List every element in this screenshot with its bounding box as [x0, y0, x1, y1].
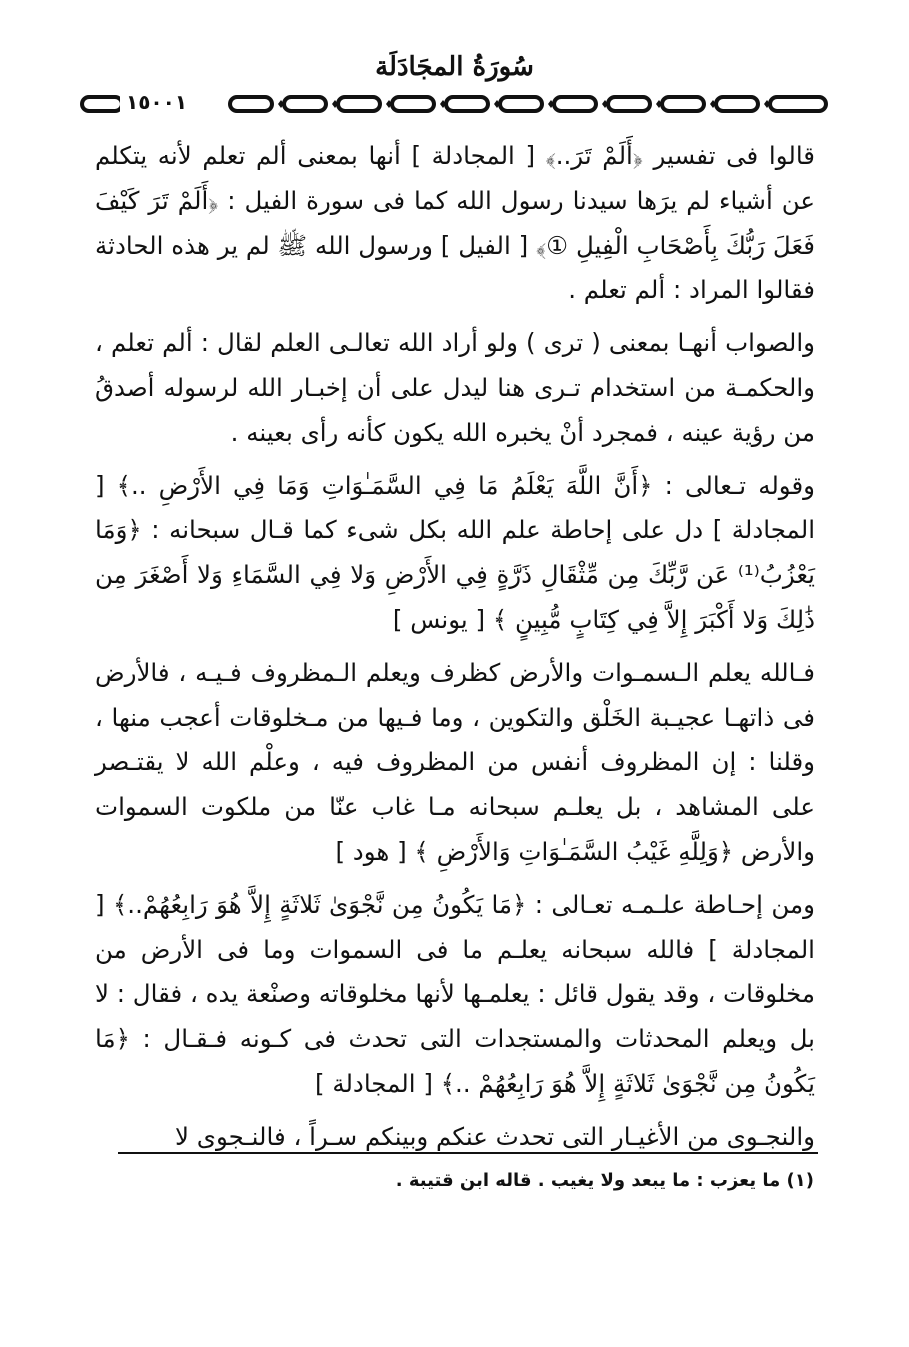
footnote: (١) ما يعزب : ما يبعد ولا يغيب . قاله ابن قتيبة .: [395, 1170, 814, 1191]
paragraph: قالوا فى تفسير ﴿أَلَمْ تَرَ..﴾ [ المجادلة ] أنها بمعنى ألم تعلم لأنه يتكلم عن أشياء لم يرَها سيدنا رسول الله كما فى سورة الفيل : ﴿أَلَمْ تَرَ كَيْفَ فَعَلَ رَبُّكَ بِأَصْحَابِ الْفِيلِ ①﴾ [ الفيل ] ورسول الله ﷺ لم ير هذه الحادثة فقالوا المراد : ألم تعلم .: [95, 141, 815, 305]
paragraph: فـالله يعلم الـسمـوات والأرض كظرف ويعلم الـمظروف فـيـه ، فالأرض فى ذاتهـا عجيـبة الخَلْق والتكوين ، وما فـيها من مـخلوقات أعجب منها ، وقلنا : إن المظروف أنفس من المظروف فيه ، وعلْم الله لا يقتـصر على المشاهد ، بل يعلـم سبحانه مـا غاب عنّا من ملكوت السموات والأرض ﴿وَلِلَّهِ غَيْبُ السَّمَـٰوَاتِ وَالأَرْضِ ﴾ [ هود ]: [95, 657, 815, 866]
body-text: [95, 134, 815, 1168]
surah-title: سُورَةُ المجَادَلَة: [375, 52, 534, 82]
paragraph: والصواب أنهـا بمعنى ( ترى ) ولو أراد الله تعالـى العلم لقال : ألم تعلم ، والحكمـة من استخدام تـرى هنا ليدل على أن إخبـار الله لرسوله أصدقُ من رؤية عينه ، فمجرد أنْ يخبره الله يكون كأنه رأى بعينه .: [95, 328, 815, 447]
page-number: ١٥٠٠١: [120, 90, 193, 114]
paragraph: والنجـوى من الأغيـار التى تحدث عنكم وبينكم سـراً ، فالنـجوى لا: [175, 1121, 815, 1151]
footnote-divider: [118, 1152, 818, 1154]
paragraph: وقوله تـعالى : ﴿أَنَّ اللَّهَ يَعْلَمُ مَا فِي السَّمَـٰوَاتِ وَمَا فِي الأَرْضِ ..﴾ [ المجادلة ] دل على إحاطة علم الله بكل شىء كما قـال سبحانه : ﴿وَمَا يَعْزُبُ⁽¹⁾ عَن رَّبِّكَ مِن مِّثْقَالِ ذَرَّةٍ فِي الأَرْضِ وَلا فِي السَّمَاءِ وَلا أَصْغَرَ مِن ذَٰلِكَ وَلا أَكْبَرَ إِلاَّ فِي كِتَابٍ مُّبِينٍ ﴾ [ يونس ]: [95, 470, 815, 634]
paragraph: ومن إحـاطة علـمـه تعـالى : ﴿مَا يَكُونُ مِن نَّجْوَىٰ ثَلاثَةٍ إِلاَّ هُوَ رَابِعُهُمْ..﴾ [ المجادلة ] فالله سبحانه يعلـم ما فى السموات وما فى الأرض من مخلوقات ، وقد يقول قائل : يعلمـها لأنها مخلوقاته وصنْعة يده ، فقال : لا بل ويعلم المحدثات والمستجدات التى تحدث فى كـونه فـقـال : ﴿مَا يَكُونُ مِن نَّجْوَىٰ ثَلاثَةٍ إِلاَّ هُوَ رَابِعُهُمْ ..﴾ [ المجادلة ]: [95, 889, 815, 1098]
